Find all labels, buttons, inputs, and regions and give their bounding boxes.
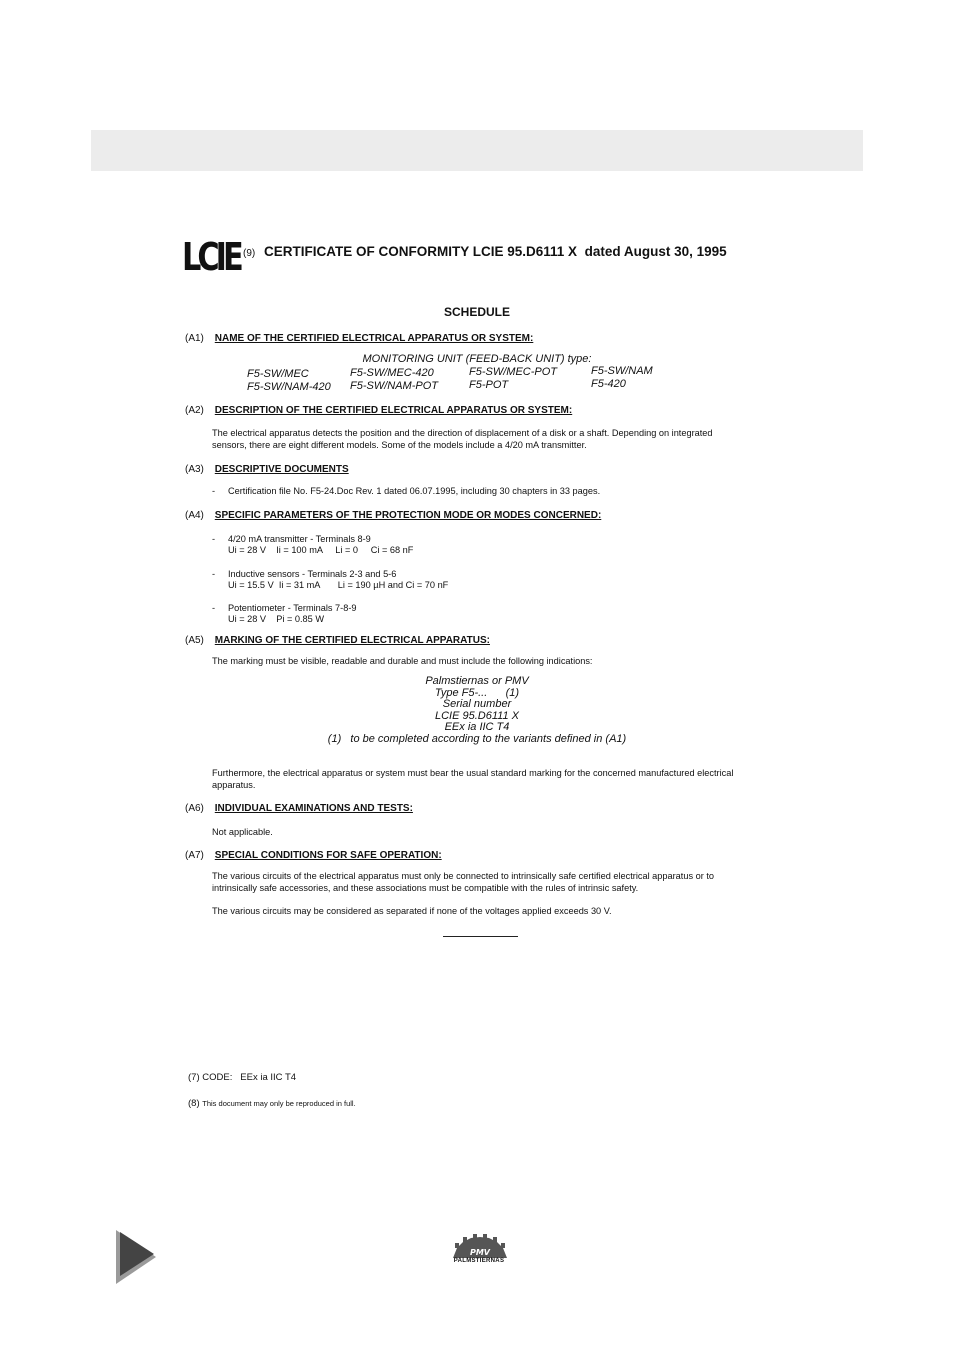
section-label: (A1) xyxy=(185,333,204,344)
section-title: INDIVIDUAL EXAMINATIONS AND TESTS: xyxy=(214,803,413,814)
model-item: F5-SW/NAM-420 xyxy=(247,381,331,393)
document-item: - Certification file No. F5-24.Doc Rev. 1 dated 06.07.1995, including 30 chapters in 33 pages. xyxy=(212,486,601,496)
section-title: NAME OF THE CERTIFIED ELECTRICAL APPARATUS OR SYSTEM: xyxy=(214,333,534,344)
section-title: SPECIFIC PARAMETERS OF THE PROTECTION MODE OR MODES CONCERNED: xyxy=(214,510,602,521)
section-title: SPECIAL CONDITIONS FOR SAFE OPERATION: xyxy=(214,850,442,861)
brand-name: PALMSTIERNAS xyxy=(453,1258,505,1264)
marking-line: Palmstiernas or PMV xyxy=(425,675,529,687)
description-line: sensors, there are eight different models. Some of the models include a 4/20 mA transmitter. xyxy=(212,440,587,450)
top-banner xyxy=(91,130,863,171)
model-item: F5-420 xyxy=(591,378,626,390)
marking-line: LCIE 95.D6111 X xyxy=(435,710,519,722)
further-marking: Furthermore, the electrical apparatus or system must bear the usual standard marking for the concerned manufactured electrical xyxy=(212,768,734,778)
section-title: MARKING OF THE CERTIFIED ELECTRICAL APPARATUS: xyxy=(214,635,490,646)
code-line xyxy=(188,1072,296,1083)
arrow-front-icon xyxy=(120,1232,154,1276)
model-item: F5-SW/MEC-420 xyxy=(350,367,434,379)
section-label: (A2) xyxy=(185,405,204,416)
section-a5-heading xyxy=(185,635,490,646)
unit-type: MONITORING UNIT (FEED-BACK UNIT) type: xyxy=(362,353,592,365)
section-label: (A6) xyxy=(185,803,204,814)
pmv-gear-logo-icon xyxy=(447,1232,513,1272)
section-title: DESCRIPTION OF THE CERTIFIED ELECTRICAL APPARATUS OR SYSTEM: xyxy=(214,405,573,416)
marking-line: Type F5-... (1) xyxy=(434,687,520,699)
marking-line: Serial number xyxy=(442,698,512,710)
parameter-item: - 4/20 mA transmitter - Terminals 8-9 Ui = 28 V Ii = 100 mA Li = 0 Ci = 68 nF xyxy=(212,534,414,555)
model-item: F5-SW/NAM-POT xyxy=(350,380,438,392)
section-label: (A3) xyxy=(185,464,204,475)
conditions-text: intrinsically safe accessories, and these associations must be compatible with the rules of intrinsic safety. xyxy=(212,883,639,893)
schedule-heading: SCHEDULE xyxy=(443,305,510,319)
code-value: EEx ia IIC T4 xyxy=(240,1072,297,1083)
section-title: DESCRIPTIVE DOCUMENTS xyxy=(214,464,349,475)
model-item: F5-POT xyxy=(469,379,509,391)
marking-line: EEx ia IIC T4 xyxy=(444,721,510,733)
pmv-logo-text: PMV xyxy=(469,1248,491,1257)
model-item: F5-SW/MEC xyxy=(247,368,309,380)
description-line: The electrical apparatus detects the position and the direction of displacement of a disk or a shaft. Depending on integrated xyxy=(212,428,713,438)
reproduction-note xyxy=(188,1098,356,1109)
note-text: This document may only be reproduced in full. xyxy=(202,1099,356,1108)
examinations-text: Not applicable. xyxy=(212,827,273,837)
note-number: (8) xyxy=(188,1098,200,1109)
certificate-header xyxy=(243,244,727,259)
section-label: (A5) xyxy=(185,635,204,646)
model-item: F5-SW/MEC-POT xyxy=(469,366,557,378)
parameter-item: - Inductive sensors - Terminals 2-3 and 5-6 Ui = 15.5 V Ii = 31 mA Li = 190 µH and Ci = 70 nF xyxy=(212,569,449,590)
further-marking: apparatus. xyxy=(212,780,256,790)
marking-intro: The marking must be visible, readable and durable and must include the following indications: xyxy=(212,656,593,666)
section-a4-heading xyxy=(185,510,601,521)
section-a1-heading xyxy=(185,333,533,344)
conditions-text: The various circuits may be considered as separated if none of the voltages applied exceeds 30 V. xyxy=(212,906,612,916)
model-item: F5-SW/NAM xyxy=(591,365,653,377)
section-label: (A7) xyxy=(185,850,204,861)
marking-note: (1) to be completed according to the variants defined in (A1) xyxy=(327,733,627,745)
section-label: (A4) xyxy=(185,510,204,521)
ref-number: (9) xyxy=(243,248,256,259)
code-label: (7) CODE: xyxy=(188,1072,233,1083)
certificate-date: dated August 30, 1995 xyxy=(584,244,727,259)
lcie-logo: LCIE xyxy=(182,235,240,279)
section-a7-heading xyxy=(185,850,442,861)
certificate-title: CERTIFICATE OF CONFORMITY LCIE 95.D6111 X xyxy=(264,244,578,259)
end-rule xyxy=(443,936,518,937)
section-a2-heading xyxy=(185,405,572,416)
parameter-item: - Potentiometer - Terminals 7-8-9 Ui = 28 V Pi = 0.85 W xyxy=(212,603,357,624)
section-a3-heading xyxy=(185,464,349,475)
conditions-text: The various circuits of the electrical apparatus must only be connected to intrinsically safe certified electrical apparatus or to xyxy=(212,871,714,881)
section-a6-heading xyxy=(185,803,413,814)
